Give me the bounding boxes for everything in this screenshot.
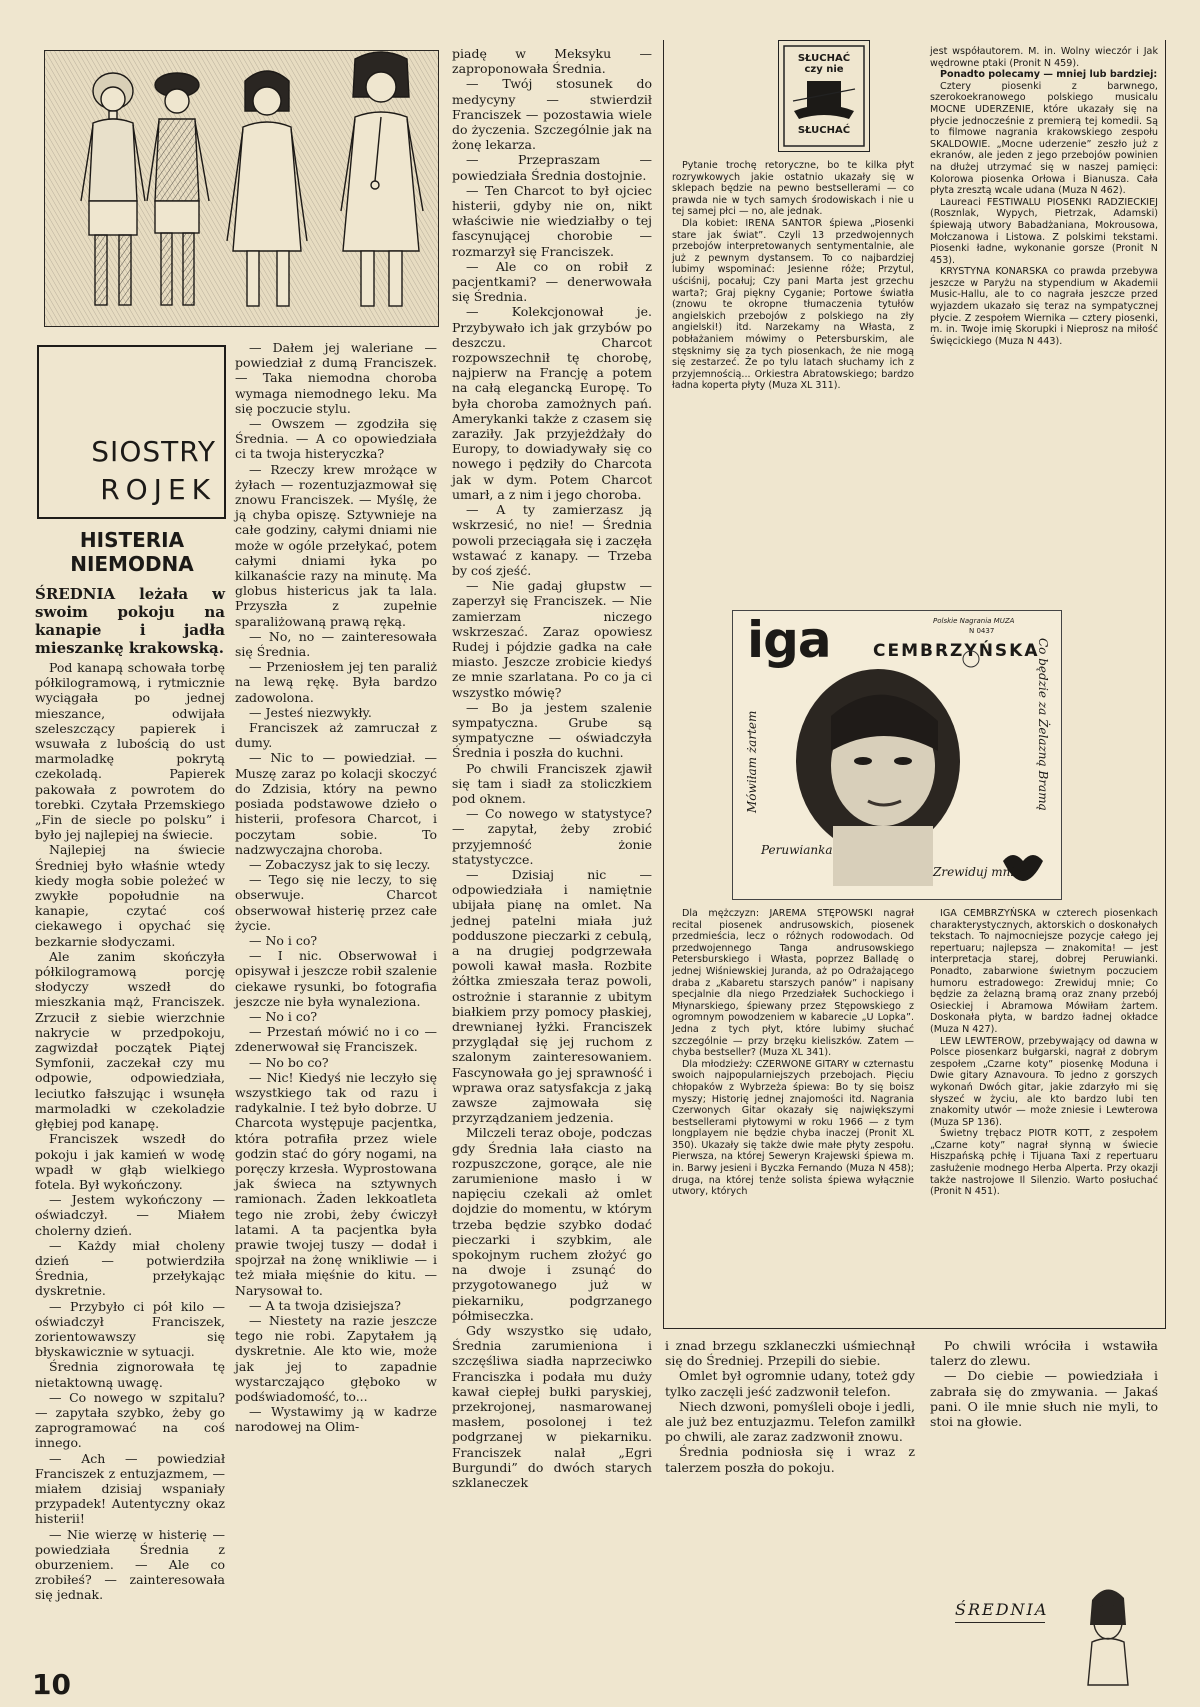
paragraph: — No i co? — [249, 1008, 318, 1024]
album-artist-last: CEMBRZYŃSKA — [873, 641, 1040, 661]
logo-text-top: SŁUCHAĆ czy nie — [797, 53, 851, 75]
paragraph: Po chwili Franciszek zjawił się tam i siadł za stoliczkiem pod oknem. — [452, 760, 652, 806]
paragraph: — Przestań mówić no i co — zdenerwował się Franciszek. — [235, 1024, 437, 1055]
album-catalog: N 0437 — [969, 627, 995, 635]
paragraph: Dla mężczyzn: JAREMA STĘPOWSKI nagrał recital piosenek andrusowskich, piosenek przedmieścia, lecz o różnych rodowodach. Od przedwojennego Tanga andrusowskiego Petersburskiego i Własta, poprzez Balladę o jednej Wiśniewskiej Juranda, aż po Odrażającego draba z „Kabaretu starszych panów” i napisany specjalnie dla niego Przedziałek Suchockiego i Młynarskiego, śpiewany przez Stępowskiego z ogromnym powodzeniem w kabarecie „U Lopka”. Jedna z tych płyt, które lubimy słuchać szczególnie — przy brzęku kieliszków. Zatem — chyba bestseller? (Muza XL 341). — [672, 908, 914, 1059]
paragraph: Omlet był ogromnie udany, toteż gdy tylko zaczęli jeść zadzwonił telefon. — [665, 1368, 915, 1399]
paragraph: — Nic to — powiedział. — Muszę zaraz po kolacji skoczyć do Zdzisia, który na pewno posiada podstawowe dzieło o histerii, profesora Charcot, i poczytam sobie. To nadzwyczajna choroba. — [235, 750, 437, 857]
paragraph: Niech dzwoni, pomyśleli oboje i jedli, ale już bez entuzjazmu. Telefon zamilkł po chwili, ale zaraz zadzwonił znowu. — [665, 1398, 915, 1445]
review-border-left — [663, 40, 664, 1328]
paragraph: — Tego się nie leczy, to się obserwuje. Charcot obserwował histerię przez całe życie. — [235, 872, 437, 933]
review-column-4-mid — [672, 908, 914, 1198]
paragraph: Średnia zignorowała tę nietaktowną uwagę. — [35, 1359, 225, 1390]
paragraph: piadę w Meksyku — zaproponowała Średnia. — [452, 46, 652, 77]
article-column-1 — [35, 660, 225, 1603]
page-number: 10 — [32, 1668, 71, 1701]
paragraph: — Owszem — zgodziła się Średnia. — A co opowiedziała ci ta twoja histeryczka? — [235, 416, 437, 462]
article-lead: ŚREDNIA leżała w swoim pokoju na kanapie i jadła mieszankę krakowską. — [35, 585, 225, 657]
paragraph: — Kolekcjonował je. Przybywało ich jak grzybów po deszczu. Charcot rozpowszechnił tę chorobę, najpierw na Francję a potem na całą elegancką Europę. To była choroba zamożnych pań. Amerykanki także z czasem się zaraziły. Jak przyjeżdżały do Europy, to dowiadywały się co nowego i pędziły do Charcota jak w dym. Potem Charcot umarł, a z nim i jego choroba. — [452, 304, 652, 502]
paragraph: Ale zanim skończyła półkilogramową porcję słodyczy wszedł do mieszkania mąż, Franciszek. Zrzucił z siebie wierzchnie nakrycie w przedpokoju, zagwizdał początek Piątej Symfonii, zaczekał czy mu odpowie, odpowiedziała, leciutko fałszując i wsunęła marmoladki w czekoladzie głębiej pod kanapę. — [35, 948, 225, 1132]
review-border-right — [1165, 40, 1166, 1328]
author-portrait-sketch — [1062, 1580, 1152, 1690]
paragraph: — Ale co on robił z pacjentkami? — denerwowała się Średnia. — [452, 258, 652, 305]
paragraph: jest współautorem. M. in. Wolny wieczór i Jak wędrowne ptaki (Pronit N 459). — [930, 46, 1158, 69]
paragraph: IGA CEMBRZYŃSKA w czterech piosenkach charakterystycznych, aktorskich o doskonałych tekstach. To najmocniejsze pozycje całego jej repertuaru; najlepsza — znakomita! — jest interpretacja starej, dobrej Peruwianki. Ponadto, zabarwione świetnym poczuciem humoru estradowego: Zrewiduj mnie; Co będzie za żelazną bramą oraz znany przebój Osieckiej i Abramowa Mówiłam żartem. Doskonała płyta, w bardzo ładnej okładce (Muza N 427). — [930, 908, 1158, 1035]
paragraph: — Przepraszam — powiedziała Średnia dostojnie. — [452, 152, 652, 183]
paragraph: Gdy wszystko się udało, Średnia zarumieniona i szczęśliwa siadła naprzeciwko Franciszka i podała mu duży kawał ciepłej bułki paryskiej, przekrojonej, nasmarowanej masłem, posolonej i też podgrzanej w piekarniku. Franciszek nalał „Egri Burgundi” do dwóch starych szklaneczek — [452, 1323, 652, 1491]
article-column-3 — [452, 46, 652, 1490]
paragraph: Po chwili wróciła i wstawiła talerz do zlewu. — [930, 1338, 1158, 1369]
paragraph: — A ty zamierzasz ją wskrzesić, no nie! — Średnia powoli przeciągała się i zaczęła wstawać z kanapy. — Trzeba by coś zjeść. — [452, 502, 652, 578]
paragraph: Milczeli teraz oboje, podczas gdy Średnia lała ciasto na rozpuszczone, gorące, ale nie zarumienione masło i w napięciu czekali aż omlet dojdzie do momentu, w którym trzeba będzie szybko dodać pieczarki i szybkim, ale spokojnym ruchem złożyć go na dwoje i zsunąć do przygotowanego już w piekarniku, podgrzanego półmiseczka. — [452, 1125, 652, 1323]
paragraph: i znad brzegu szklaneczki uśmiechnął się do Średniej. Przepili do siebie. — [665, 1338, 915, 1369]
signature-underline — [955, 1622, 1045, 1623]
paragraph: — Dzisiaj nic — odpowiedziała i namiętnie ubijała pianę na omlet. Na jednej patelni miała już podduszone pieczarki z cebulą, a na drugiej podgrzewała powoli kawał masła. Rozbite żółtka zmieszała teraz powoli, ostrożnie i starannie z ubitym białkiem przy pomocy płaskiej, drewnianej łyżki. Franciszek przyglądał się jej ruchom z szalonym zainteresowaniem. Fascynowała go jej sprawność i wprawa oraz satysfakcja z jaką zawsze zajmowała się przyrządzaniem jedzenia. — [452, 866, 652, 1126]
logo-text-bottom: SŁUCHAĆ — [797, 125, 851, 136]
paragraph: — No bo co? — [249, 1054, 329, 1070]
paragraph: Laureaci FESTIWALU PIOSENKI RADZIECKIEJ (Rosznlak, Wypych, Pietrzak, Adamski) śpiewają utwory Babadżaniana, Mokrousowa, Mołczanowa i Listowa. Z polskimi tekstami. Piosenki ładne, wykonanie gorsze (Pronit N 453). — [930, 196, 1158, 266]
paragraph: — Jesteś niezwykły. — [249, 704, 372, 720]
paragraph: Franciszek aż zamruczał z dumy. — [235, 720, 437, 751]
article-column-2 — [235, 340, 437, 1435]
album-side-right: Co będzie za Żelazną Bramą — [1036, 638, 1050, 811]
sluchac-logo — [778, 40, 870, 152]
paragraph: — Każdy miał choleny dzień — potwierdziła Średnia, przełykając dyskretnie. — [35, 1237, 225, 1299]
article-column-4-bottom — [665, 1338, 915, 1475]
paragraph: — A ta twoja dzisiejsza? — [249, 1297, 401, 1313]
album-label: Polskie Nagrania MUZA — [933, 617, 1015, 625]
review-border-bottom — [663, 1328, 1166, 1329]
review-column-5-mid — [930, 908, 1158, 1198]
article-column-5-bottom — [930, 1338, 1158, 1429]
paragraph: — No i co? — [249, 932, 318, 948]
three-women-drawing — [45, 51, 438, 326]
paragraph: — Niestety na razie jeszcze tego nie robi. Zapytałem ją dyskretnie. Ale kto wie, może jak jej to zapadnie wystarczająco głęboko w podświadomość, to... — [235, 1313, 437, 1405]
title-line-1: SIOSTRY — [91, 435, 216, 468]
paragraph: Pytanie trochę retoryczne, bo te kilka płyt rozrywkowych jakie ostatnio ukazały się w sklepach będzie na pewno bestsellerami — co prawda nie w tych samych środowiskach i nie u tej samej płci — no, ale jednak. — [672, 160, 914, 218]
paragraph: KRYSTYNA KONARSKA co prawda przebywa jeszcze w Paryżu na stypendium w Akademii Music-Hallu, ale to co nagrała jeszcze przed wyjazdem ukazało się teraz na sympatycznej płycie. Z zespołem Wiernika — cztery piosenki, m. in. Twoje imię Skorupki i Nieprosz na miłość Święcickiego (Muza N 443). — [930, 266, 1158, 347]
paragraph: — Rzeczy krew mrożące w żyłach — rozentuzjazmował się znowu Franciszek. — Myślę, że ją chyba opiszę. Sztywnieje na całe godziny, całymi dniami nie może w ogóle przełykać, potem całymi dniami łyka po kilkanaście razy na minutę. Ma globus histericus jak ta lala. Przyszła z zupełnie sparaliżowaną prawą ręką. — [235, 461, 437, 629]
paragraph: Średnia podniosła się i wraz z talerzem poszła do pokoju. — [665, 1444, 915, 1475]
paragraph: — Nic! Kiedyś nie leczyło się wszystkiego tak od razu i radykalnie. I też było dobrze. U Charcota występuje pacjentka, która potrafiła przez wiele godzin stać do góry nogami, na poręczy krzesła. Wyprostowana jak świeca na sztywnych ramionach. Żaden lekkoatleta tego nie zrobi, żeby ćwiczył latami. A ta pacjentka była prawie twojej tuszy — dodał i spojrzał na żonę wnikliwie — i też miała mięśnie do kitu. — Narysował to. — [235, 1069, 437, 1298]
paragraph: — No, no — zainteresowała się Średnia. — [235, 628, 437, 660]
paragraph: — I nic. Obserwował i opisywał i jeszcze robił szalenie ciekawe rysunki, bo fotografia jeszcze nie była wynaleziona. — [235, 948, 437, 1009]
paragraph: Ponadto polecamy — mniej lub bardziej: — [940, 69, 1158, 81]
article-kicker: HISTERIA NIEMODNA — [70, 528, 194, 576]
paragraph: — Przybyło ci pół kilo — oświadczył Franciszek, zorientowawszy się błyskawicznie w sytuacji. — [35, 1298, 225, 1360]
paragraph: — Do ciebie — powiedziała i zabrała się do zmywania. — Jakaś pani. O ile mnie słuch nie myli, to stoi na głowie. — [930, 1368, 1158, 1430]
title-box — [37, 345, 226, 519]
paragraph: — Wystawimy ją w kadrze narodowej na Olim- — [235, 1404, 437, 1435]
paragraph: — Ach — powiedział Franciszek z entuzjazmem, — miałem dzisiaj wspaniały przypadek! Autentyczny okaz histerii! — [35, 1450, 225, 1527]
author-signature: ŚREDNIA — [955, 1600, 1049, 1619]
album-cover — [732, 610, 1062, 900]
fashion-illustration — [44, 50, 439, 327]
paragraph: — Nie wierzę w histerię — powiedziała Średnia z oburzeniem. — Ale co zrobiłeś? — zainteresowała się jednak. — [35, 1526, 225, 1603]
paragraph: Cztery piosenki z barwnego, szerokoekranowego polskiego musicalu MOCNE UDERZENIE, które ukazały się na płycie jednocześnie z premierą tej komedii. Są to filmowe nagrania krakowskiego zespołu SKALDOWIE. „Mocne uderzenie” zeszło już z ekranów, ale jeden z jego przebojów powinien na dłużej utrzymać się w naszej pamięci: Kolorowa piosenka Orłowa i Bianusza. Cała płyta zresztą wcale udana (Muza N 462). — [930, 80, 1158, 197]
paragraph: — Nie gadaj głupstw — zaperzył się Franciszek. — Nie zamierzam niczego wskrzeszać. Zaraz opowiesz Rudej i pójdzie gadka na całe miasto. Jeszcze zrobicie kiedyś ze mnie szarlatana. Po co ja ci wszystko mówię? — [452, 578, 652, 700]
paragraph: Pod kanapą schowała torbę półkilogramową, i rytmicznie wyciągała po jednej mieszance, odwijała szeleszczący papierek i wsuwała z lubością do ust marmoladkę pokrytą czekoladą. Papierek pakowała z powrotem do torebki. Czytała Przemskiego „Fin de siecle po polsku” i było jej najlepiej na świecie. — [35, 660, 225, 843]
paragraph: — Jestem wykończony — oświadczył. — Miałem cholerny dzień. — [35, 1192, 225, 1238]
paragraph: — Bo ja jestem szalenie sympatyczna. Grube są sympatyczne — oświadczyła Średnia i poszła do kuchni. — [452, 699, 652, 761]
paragraph: — Przeniosłem jej ten paraliż na lewą rękę. Była bardzo zadowolona. — [235, 659, 437, 705]
title-line-2: ROJEK — [100, 473, 216, 506]
paragraph: — Ten Charcot to był ojciec histerii, gdyby nie on, nikt właściwie nie wiedziałby o tej fascynującej chorobie — rozmarzył się Franciszek. — [452, 182, 652, 259]
paragraph: Świetny trębacz PIOTR KOTT, z zespołem „Czarne koty” nagrał słynną w świecie Hiszpańską pchłę i Tijuana Taxi z repertuaru zasłużenie modnego Herba Alperta. Przy okazji także nastrojowe Il Silenzio. Warto posłuchać (Pronit N 451). — [930, 1128, 1158, 1198]
paragraph: — Co nowego w szpitalu? — zapytała szybko, żeby go zaprogramować na coś innego. — [35, 1389, 225, 1451]
album-song-2: Zrewiduj mnie — [933, 865, 1022, 879]
paragraph: — Twój stosunek do medycyny — stwierdził Franciszek — pozostawia wiele do życzenia. Szczególnie jak na żonę lekarza. — [452, 76, 652, 153]
review-column-4-top — [672, 160, 914, 392]
album-song-1: Peruwianka — [761, 843, 833, 857]
album-side-left: Mówiłam żartem — [745, 710, 759, 813]
paragraph: LEW LEWTEROW, przebywający od dawna w Polsce piosenkarz bułgarski, nagrał z dobrym zespołem „Czarne koty” piosenkę Moduna i Dwie gitary Aznavoura. To jedno z gorszych wykonań Dwóch gitar, jakie zdarzyło mi się słyszeć w życiu, ale kto bardzo lubi ten znakomity utwór — może zniesie i Lewterowa (Muza SP 136). — [930, 1035, 1158, 1128]
paragraph: Dla młodzieży: CZERWONE GITARY w czternastu swoich najpopularniejszych przebojach. Pięciu chłopaków z Wybrzeża śpiewa: Bo ty się boisz myszy; Historię jednej znajomości itd. Nagrania Czerwonych Gitar okazały się największymi bestsellerami płytowymi w roku 1966 — z tym longplayem nie będzie chyba inaczej (Pronit XL 350). Ukazały się także dwie małe płyty zespołu. Pierwsza, na której Seweryn Krajewski śpiewa m. in. Barwy jesieni i Byczka Fernando (Muza N 458); druga, na której tenże solista śpiewa wyłącznie utwory, których — [672, 1058, 914, 1198]
paragraph: Najlepiej na świecie Średniej było właśnie wtedy kiedy mogła sobie poleżeć w zwykłe popołudnie na kanapie, czytać coś ciekawego i opychać się bezkarnie słodyczami. — [35, 842, 225, 949]
paragraph: Franciszek wszedł do pokoju i jak kamień w wodę wpadł w głąb wielkiego fotela. Był wykończony. — [35, 1131, 225, 1192]
paragraph: — Co nowego w statystyce? — zapytał, żeby zrobić przyjemność żonie statystyczce. — [452, 806, 652, 867]
review-column-5-top — [930, 46, 1158, 347]
paragraph: — Dałem jej waleriane — powiedział z dumą Franciszek. — Taka niemodna choroba wymaga niemodnego leku. Ma się poczucie stylu. — [235, 340, 437, 416]
album-artist-first: iga — [747, 611, 831, 669]
paragraph: Dla kobiet: IRENA SANTOR śpiewa „Piosenki stare jak świat”. Czyli 13 przedwojennych przebojów interpretowanych sentymentalnie, ale już z pewnym dystansem. To co najbardziej lubimy wspominać: Jesienne róże; Przytul, uściśnij, pocałuj; Czy pani Marta jest grzechu warta?; Graj piękny Cyganie; Portowe światła (znowu te okropne tłumaczenia tytułów angielskich przebojów z polskiego na zły angielski!) itd. Narzekamy na Własta, z pobłażaniem mówimy o Petersburskim, ale stęsknimy się za tych piosenkach, że nie mogą się zestarzeć. Że po tylu latach słuchamy ich z przyjemnością... Orkiestra Abratowskiego; bardzo ładna koperta płyty (Muza XL 311). — [672, 217, 914, 392]
paragraph: — Zobaczysz jak to się leczy. — [249, 856, 431, 872]
